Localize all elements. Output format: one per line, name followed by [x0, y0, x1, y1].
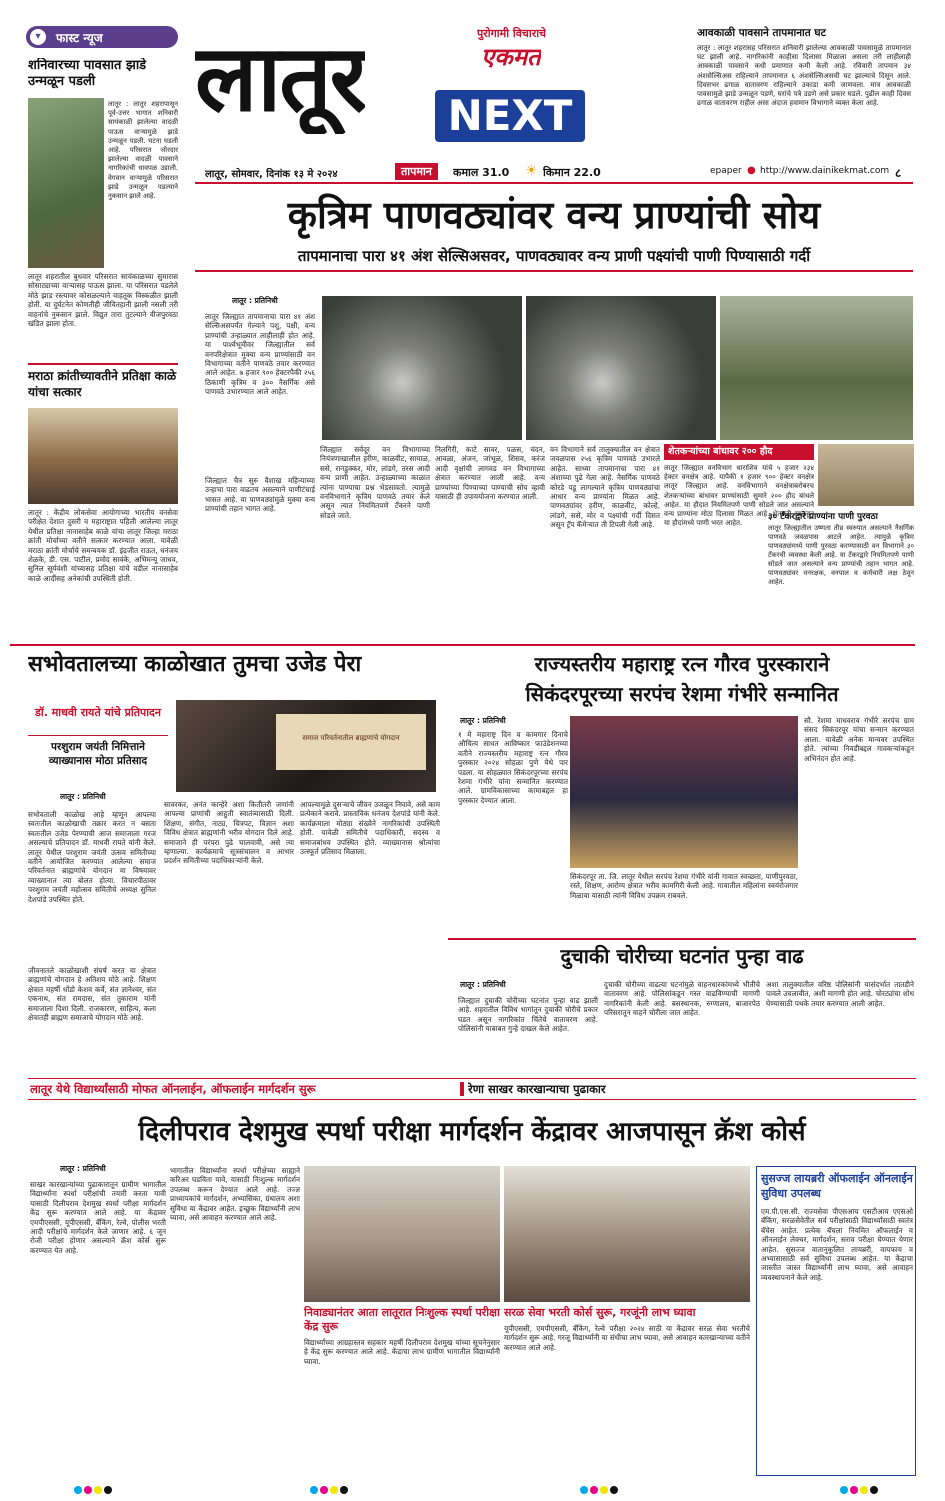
trap-camera-photo-1	[322, 296, 522, 440]
next-logo: NEXT	[435, 90, 585, 142]
story-label: डॉ. माधवी रायते यांचे प्रतिपादन	[28, 706, 168, 736]
byline: लातूर : प्रतिनिधी	[460, 716, 506, 725]
event-banner: समाज परिवर्तनातील ब्राह्मणांचे योगदान	[276, 714, 426, 770]
lecture-photo	[176, 700, 436, 792]
story-headline: आवकाळी पावसाने तापमानात घट	[697, 27, 826, 39]
bottom-column-1: साखर कारखान्यांच्या पुढाकारातून ग्रामीण भागातील विद्यार्थ्यांना स्पर्धा परीक्षांची तयारी करता यावी यासाठी दिलीपराव देशमुख स्पर्धा परीक्षा मार्गदर्शन केंद्र सुरू करण्यात आले आहे. या केंद्रावर एमपीएससी, यूपीएससी, बँकिंग, रेल्वे, पोलीस भरती आदी परीक्षांचे मार्गदर्शन केले जाणार आहे. ६ जून रोजी परीक्षा होणार असल्याने क्रॅश कोर्स सुरू करण्यात येत आहे.	[30, 1180, 166, 1255]
brand-logo: एकमत	[481, 43, 541, 71]
masthead-title: लातूर	[195, 25, 366, 132]
byline: लातूर : प्रतिनिधी	[232, 296, 278, 305]
sidebar-box	[664, 444, 914, 640]
story-body: दुचाकी चोरीच्या वाढत्या घटनांमुळे वाहनधारकांमध्ये भीतीचे वातावरण आहे. पोलिसांकडून गस्त वाढविण्याची मागणी नागरिकांनी केली आहे. बसस्थानक, रुग्णालय, बाजारपेठ परिसरातून वाहने चोरीला जात आहेत.	[604, 980, 760, 1018]
sidebar-headline: शेतकऱ्यांच्या बांधावर २०० हौद	[664, 444, 814, 460]
website-url[interactable]: http://www.dainikekmat.com	[760, 166, 890, 176]
story-body-side: लातूर : लातूर शहरापासून पूर्व-उत्तर भागात शनिवारी सायंकाळी झालेल्या वादळी पाऊस वाऱ्यामुळे झाडे उन्मळून पडली. घटना घडली आहे. परिसरात जोरदार झालेल्या वादळी पावसाने नागरिकांची धावपळ उडाली. वेगवान वाऱ्यामुळे परिसरात झाडे उन्मळून पडल्याने नुकसान झाले आहे.	[108, 100, 178, 201]
lead-headline: कृत्रिम पाणवठ्यांवर वन्य प्राण्यांची सोय	[287, 193, 821, 237]
top-right-story	[693, 20, 915, 160]
story-body: लातूर : लातूर शहरासह परिसरात शनिवारी झालेल्या आवकाळी पावसामुळे तापमानात घट झाली आहे. नागरिकांनी काहीसा दिलासा मिळाला असला तरी लाहीलाही आवकाळी पावसाने कधी प्रमाणात कमी केली आहे. रविवारी तापमान ३४ अंशसेल्सिअस राहिल्याने तापमानात ६ अंशसेल्सिअसची घट झाल्याचे दिसून आले. दिवसभर ढगाळ वातावरण राहिल्याने उकाडा कमी जाणवला. मात्र आवकाळी पावसामुळे झाडे उन्मळून पडणे, घरांचे पत्रे उडणे असे प्रकार घडले. पुढील काही दिवस ढगाळ वातावरण राहील असा अंदाज हवामान विभागाने व्यक्त केला आहे.	[697, 44, 911, 108]
epaper-label: epaper	[710, 166, 742, 176]
library-headline: सुसज्ज लायब्ररी ऑफलाईन ऑनलाईन सुविधा उपलब्ध	[761, 1172, 913, 1200]
story-headline: राज्यस्तरीय महाराष्ट्र रत्न गौरव पुरस्काराने	[534, 652, 830, 676]
sidebar-body-2: लातूर जिल्ह्यातील उष्णता तीव्र स्वरुपात असल्याने नैसर्गिक पाणवठे जवळपास आटले आहेत. त्यामुळे कृत्रिम पाणवठ्यांमध्ये पाणी पुरवठा करण्यासाठी वन विभागाने ३० टँकरची व्यवस्था केली आहे. या टँकरद्वारे नियमितपणे पाणी सोडले जात असल्याने वन्य प्राण्यांची तहान भागत आहे. पाणवठ्यांवर वनरक्षक, वनपाल व कर्मचारी लक्ष ठेवून आहेत.	[768, 524, 914, 586]
story-body: अशा तालुक्यातील वरिष्ठ पोलिसांनी यासंदर्भात तातडीने पावले उचलावीत, अशी मागणी होत आहे. चोरट्यांचा शोध घेण्यासाठी पथके तयार करण्यात आली आहेत.	[766, 980, 914, 1008]
caption-body: यूपीएससी, एमपीएससी, बँकिंग, रेल्वे परीक्षा २०२४ साठी या केंद्रावर सरळ सेवा भरतीचे मार्गदर्शन सुरू आहे. गरजू विद्यार्थ्यांनी या संधीचा लाभ घ्यावा, असे आवाहन कारखान्याच्या वतीने करण्यात आले आहे.	[504, 1324, 750, 1352]
divider	[28, 363, 178, 365]
library-box	[756, 1166, 916, 1476]
sidebar-headline-2: ३० टँकरद्वारे प्राण्यांना पाणी पुरवठा	[768, 512, 878, 522]
story-headline: शनिवारच्या पावसात झाडे उन्मळून पडली	[28, 58, 147, 89]
divider	[10, 644, 915, 646]
caption-box-2	[504, 1306, 750, 1476]
story-headline: मराठा क्रांतीच्यावतीने प्रतिक्षा काळे यांचा सत्कार	[28, 369, 177, 399]
bottom-headline: दिलीपराव देशमुख स्पर्धा परीक्षा मार्गदर्शन केंद्रावर आजपासून क्रॅश कोर्स	[138, 1117, 806, 1147]
story-body: १ मे महाराष्ट्र दिन व कामगार दिनाचे औचित्य साधत आविष्कार फाउंडेशनच्या वतीने राज्यस्तरीय महाराष्ट्र रत्न गौरव पुरस्कार २०२४ सोहळा पुणे येथे पार पडला. या सोहळ्यात सिकंदरपूरच्या सरपंच रेशमा गंभीरे यांना सन्मानित करण्यात आले. ग्रामविकासाच्या कामाबद्दल हा पुरस्कार देण्यात आला.	[458, 730, 568, 805]
library-body: एम.पी.एस.सी. राज्यसेवा पीएसआय एसटीआय एएसओ बँकिंग, सरळसेवेतील सर्व परीक्षांसाठी विद्यार्थ्यांसाठी स्वतंत्र बॅचेस आहेत. प्रत्येक बॅचला नियमित ऑफलाईन व ऑनलाईन लेक्चर, मार्गदर्शन, सराव परीक्षा घेण्यात येणार आहेत. सुसज्ज वातानुकूलित लायब्ररी, वायफाय व अभ्यासासाठी सर्व सुविधा उपलब्ध आहेत. या केंद्राचा जास्तीत जास्त विद्यार्थ्यांनी लाभ घ्यावा, असे आवाहन व्यवस्थापनाने केले आहे.	[761, 1207, 913, 1282]
water-tank-photo	[818, 444, 914, 506]
lead-column-1b: जिल्ह्यात चैत्र सुरु वैशाख महिन्याच्या उन्हाचा पारा वाढतच असल्याने पाणीटंचाई भासत आहे. या पाणवठ्यांमुळे मुक्या वन्य प्राण्यांची तहान भागत आहे.	[205, 476, 315, 514]
temperature-min: किमान 22.0	[543, 166, 601, 179]
classroom-photo	[304, 1166, 500, 1302]
strip-text: लातूर येथे विद्यार्थ्यांसाठी मोफत ऑनलाईन, ऑफलाईन मार्गदर्शन सुरू	[30, 1082, 316, 1096]
fast-news-column	[0, 0, 183, 640]
story-headline: सभोवतालच्या काळोखात तुमचा उजेड पेरा	[28, 652, 362, 677]
caption-headline: सरळ सेवा भरती कोर्स सुरू, गरजूंनी लाभ घ्यावा	[504, 1306, 696, 1319]
award-photo	[570, 716, 798, 868]
divider	[195, 270, 913, 272]
library-photo	[504, 1166, 750, 1302]
lead-column-3: निलगिरी, काटे सावर, पळस, चंदन, आवळा, अंजन, जांभूळ, शिसव, करंज आदी वृक्षांची लागवड वन विभागाच्या क्षेत्रात करण्यात आली आहे. वन्य प्राण्यांच्या पिण्याच्या पाण्याची सोय व्हावी यासाठी ही उपाययोजना करण्यात आली.	[435, 445, 545, 502]
story-body: सभोवताली काळोख आहे म्हणून आपल्या स्वतःतील काळोखाची तक्रार करत न बसता स्वतःतील उजेड पेरण्याची आज समाजाला गरज असल्याचे प्रतिपादन डॉ. माधवी रायते यांनी केले. लातूर येथील परशुराम जयंती उत्सव समितीच्या वतीने आयोजित करण्यात आलेल्या समाज परिवर्तनात ब्राह्मणांचे योगदान या विषयावर व्याख्यानात त्या बोलत होत्या. विचारपीठावर परशुराम जयंती महोत्सव समितीचे अध्यक्ष सुनिल देशपांडे उपस्थित होते.	[28, 810, 156, 904]
waterhole-photo	[720, 296, 913, 440]
strip-subtext: रेणा साखर कारखान्याचा पुढाकार	[468, 1082, 606, 1096]
lead-column-4: वन विभागाने सर्व तालुक्यातील वन क्षेत्रात जवळपास २५६ कृत्रिम पाणवठे उभारले आहेत. साध्या तापमानाचा पारा ४१ अंशाच्या पुढे गेला आहे. नैसर्गिक पाणवठे कोरडे पडू लागल्याने कृत्रिम पाणवठ्यांचा आधार वन्य प्राण्यांना मिळत आहे. पाणवठ्यांवर हरीण, काळवीट, कोल्हे, लांडगे, ससे, मोर व पक्ष्यांची गर्दी दिसत असून ट्रॅप कॅमेऱ्यात ती टिपली गेली आहे.	[550, 445, 660, 530]
story-body: सौ. रेशमा माधवराव गंभीरे सरपंच ग्राम संसद सिकंदरपूर यांचा सन्मान करण्यात आला. यावेळी अनेक मान्यवर उपस्थित होते. त्यांच्या निवडीबद्दल गावकऱ्यांकडून अभिनंदन होत आहे.	[804, 716, 914, 763]
temperature-label: तापमान	[395, 163, 438, 180]
byline: लातूर : प्रतिनिधी	[60, 1164, 106, 1173]
lead-subhead: तापमानाचा पारा ४१ अंश सेल्सिअसवर, पाणवठ्यावर वन्य प्राणी पक्ष्यांची पाणी पिण्यासाठी गर्दी	[297, 247, 811, 265]
story-body-continued: लातूर शहरातील बुधवार परिसरात सायंकाळच्या सुमारास सोसाट्याच्या वाऱ्यासह पाऊस झाला. या परिसरात पडलेले मोठे झाड रस्त्यावर कोसळल्याने वाहतूक विस्कळीत झाली होती. या दुर्घटनेत कोणतीही जीवितहानी झाली नसली तरी वाहनांचे नुकसान झाले. विद्युत तारा तुटल्याने वीजपुरवठा खंडित झाला होता.	[28, 272, 178, 329]
byline: लातूर : प्रतिनिधी	[460, 980, 506, 989]
fast-news-badge: ▾ फास्ट न्यूज	[26, 26, 178, 48]
lead-column-2: जिल्ह्यात सर्वदूर वन विभागाच्या नियंत्रणाखालील हरीण, काळवीट, सायाळ, ससे, रानडुक्कर, मोर, लांडगे, तरस आदी वन्य प्राणी आहेत. उन्हाळ्याच्या काळात त्यांना पाण्याचा प्रश्न भेडसावतो. त्यामुळे वनविभागाने कृत्रिम पाणवठे तयार केले असून त्यात नियमितपणे टँकरने पाणी सोडले जाते.	[320, 445, 430, 520]
strip-separator	[460, 1082, 464, 1096]
registration-marks	[0, 1482, 945, 1498]
story-body: आपल्यामुळे दुसऱ्याचे जीवन उजळून निघावे, असे काम प्रत्येकाने करावे. प्रास्ताविक धनंजय देशपांडे यांनी केले. कार्यक्रमाला मोठ्या संख्येने नागरिकांची उपस्थिती होती. यावेळी समितीचे पदाधिकारी, सदस्य व समाजबांधव उपस्थित होते. व्याख्यानास श्रोत्यांचा उत्स्फूर्त प्रतिसाद मिळाला.	[300, 800, 440, 857]
story-body: सावरकर, अनंत कान्हेरे अशा कितीतरी जणांनी आपल्या प्राणांची आहुती स्वातंत्र्यासाठी दिली. शिक्षण, संगीत, नाट्य, चित्रपट, विज्ञान अशा विविध क्षेत्रात ब्राह्मणांनी भरीव योगदान दिले आहे. समाजाने ही परंपरा पुढे चालवावी, असे त्या म्हणाल्या. कार्यक्रमाचे सूत्रसंचालन व आभार प्रदर्शन समितीच्या पदाधिकाऱ्यांनी केले.	[164, 800, 294, 866]
chevron-down-icon: ▾	[30, 29, 46, 45]
dateline: लातूर, सोमवार, दिनांक १३ मे २०२४	[205, 169, 338, 180]
trap-camera-photo-2	[526, 296, 716, 440]
promo-strip	[28, 1078, 916, 1100]
temperature-max: कमाल 31.0	[453, 166, 510, 179]
divider	[448, 938, 916, 940]
story-headline: दुचाकी चोरीच्या घटनांत पुन्हा वाढ	[560, 944, 804, 968]
sidebar-body: लातूर जिल्ह्यात वनविभाग धाराशिव यांचे ५ हजार २३४ हेक्टर वनक्षेत्र आहे. यापैकी १ हजार ९०० हेक्टर वनक्षेत्र लातूर जिल्ह्यात आहे. वनविभागाने वनक्षेत्राबरोबरच शेतकऱ्यांच्या बांधावर प्राण्यांसाठी सुमारे २०० हौद बांधले आहेत. या हौदात नियमितपणे पाणी सोडले जात असल्याने वन्य प्राण्यांना मोठा दिलासा मिळत आहे. शेतकरी स्वतःहून या हौदांमध्ये पाणी भरत आहेत.	[664, 464, 814, 528]
story-body: लातूर : केंद्रीय लोकसेवा आयोगाच्या भारतीय वनसेवा परीक्षेत देशात दुसरी व महाराष्ट्रात पहिली आलेल्या लातूर येथील प्रतिक्षा नानासाहेब काळे यांचा लातूर जिल्हा मराठा क्रांती मोर्चाच्या वतीने सत्कार करण्यात आला. यावेळी मराठा क्रांती मोर्चाचे समन्वयक डॉ. इंद्रजीत राऊत, धनंजय शेळके, डी. एस. पाटील, प्रमोद सावंके, अभिमन्यू जाधव, सुनिल सूर्यवंशी यांच्यासह प्रतिक्षा यांचे वडील नानासाहेब काळे आदींसह अनेकांची उपस्थिती होती.	[28, 508, 178, 583]
caption-body: विद्यार्थ्यांच्या आग्रहास्तव सहकार महर्षी दिलीपराव देशमुख यांच्या सूचनेनुसार हे केंद्र सुरू करण्यात आले आहे. केंद्राचा लाभ ग्रामीण भागातील विद्यार्थ्यांनी घ्यावा.	[304, 1338, 500, 1366]
dateline-bar	[195, 162, 913, 184]
caption-headline: निवाड्यानंतर आता लातूरात निःशुल्क स्पर्धा परीक्षा केंद्र सुरू	[304, 1306, 500, 1333]
story-body: सिकंदरपूर ता. जि. लातूर येथील सरपंच रेशमा गंभीरे यांनी गावात स्वच्छता, पाणीपुरवठा, रस्ते, शिक्षण, आरोग्य क्षेत्रात भरीव कामगिरी केली आहे. गावातील महिलांना स्वयंरोजगार मिळावा यासाठी त्यांनी विविध उपक्रम राबवले.	[570, 872, 798, 900]
felicitation-photo	[28, 408, 178, 504]
story-label: परशुराम जयंती निमित्ताने व्याख्यानास मोठा प्रतिसाद	[48, 741, 148, 767]
sun-icon: ☀	[525, 163, 538, 179]
globe-icon: ●	[747, 165, 756, 176]
caption-box-1	[304, 1306, 500, 1476]
bottom-column-2: भागातील विद्यार्थ्यांना स्पर्धा परीक्षेच्या साह्याने करिअर घडविता यावे, यासाठी निःशुल्क मार्गदर्शन उपलब्ध करून देण्यात आले आहे. तज्ज्ञ प्राध्यापकांचे मार्गदर्शन, अभ्यासिका, ग्रंथालय अशा सुविधा या केंद्रावर आहेत. इच्छुक विद्यार्थ्यांनी लाभ घ्यावा, असे आवाहन करण्यात आले आहे.	[170, 1166, 300, 1223]
byline: लातूर : प्रतिनिधी	[60, 792, 106, 801]
page-number: ८	[895, 166, 902, 180]
story-body: जीवनातले काळोखाशी संघर्ष करत या क्षेत्रात ब्राह्मणांचे योगदान हे अतिशय मोठे आहे. शिक्षण क्षेत्रात महर्षी धोंडो केशव कर्वे, संत ज्ञानेश्वर, संत एकनाथ, संत रामदास, संत तुकाराम यांनी समाजाला दिशा दिली. राजकारण, साहित्य, कला क्षेत्रातही ब्राह्मण समाजाचे योगदान मोठे आहे.	[28, 966, 156, 1023]
masthead	[195, 20, 685, 160]
story-body: जिल्ह्यात दुचाकी चोरीच्या घटनांत पुन्हा वाढ झाली आहे. शहरातील विविध भागांतून दुचाकी चोरीचे प्रकार घडत असून नागरिकांत चिंतेचे वातावरण आहे. पोलिसांनी याबाबत गुन्हे दाखल केले आहेत.	[458, 996, 598, 1034]
lead-column-1: लातूर जिल्ह्यात तापमानाचा पारा ४१ अंश सेल्सिअसपर्यंत गेल्याने पशु, पक्षी, वन्य प्राण्यांची उन्हाळ्यात लाहीलाही होत आहे. या पार्श्वभूमीवर जिल्ह्यातील सर्व वनपरिक्षेत्रात मुक्या वन्य प्राण्यांसाठी वन विभागाच्या वतीने पाणवठे तयार करण्यात आले आहेत. ७ हजार ९०० हेक्टरपैकी २५६ ठिकाणी कृत्रिम व ३०० नैसर्गिक असे पाणवठे उभारण्यात आले आहेत.	[205, 312, 315, 397]
tree-photo	[28, 98, 104, 268]
story-headline: सिकंदरपूरच्या सरपंच रेशमा गंभीरे सन्मानित	[525, 682, 839, 706]
masthead-tagline: पुरोगामी विचाराचे	[477, 27, 547, 40]
